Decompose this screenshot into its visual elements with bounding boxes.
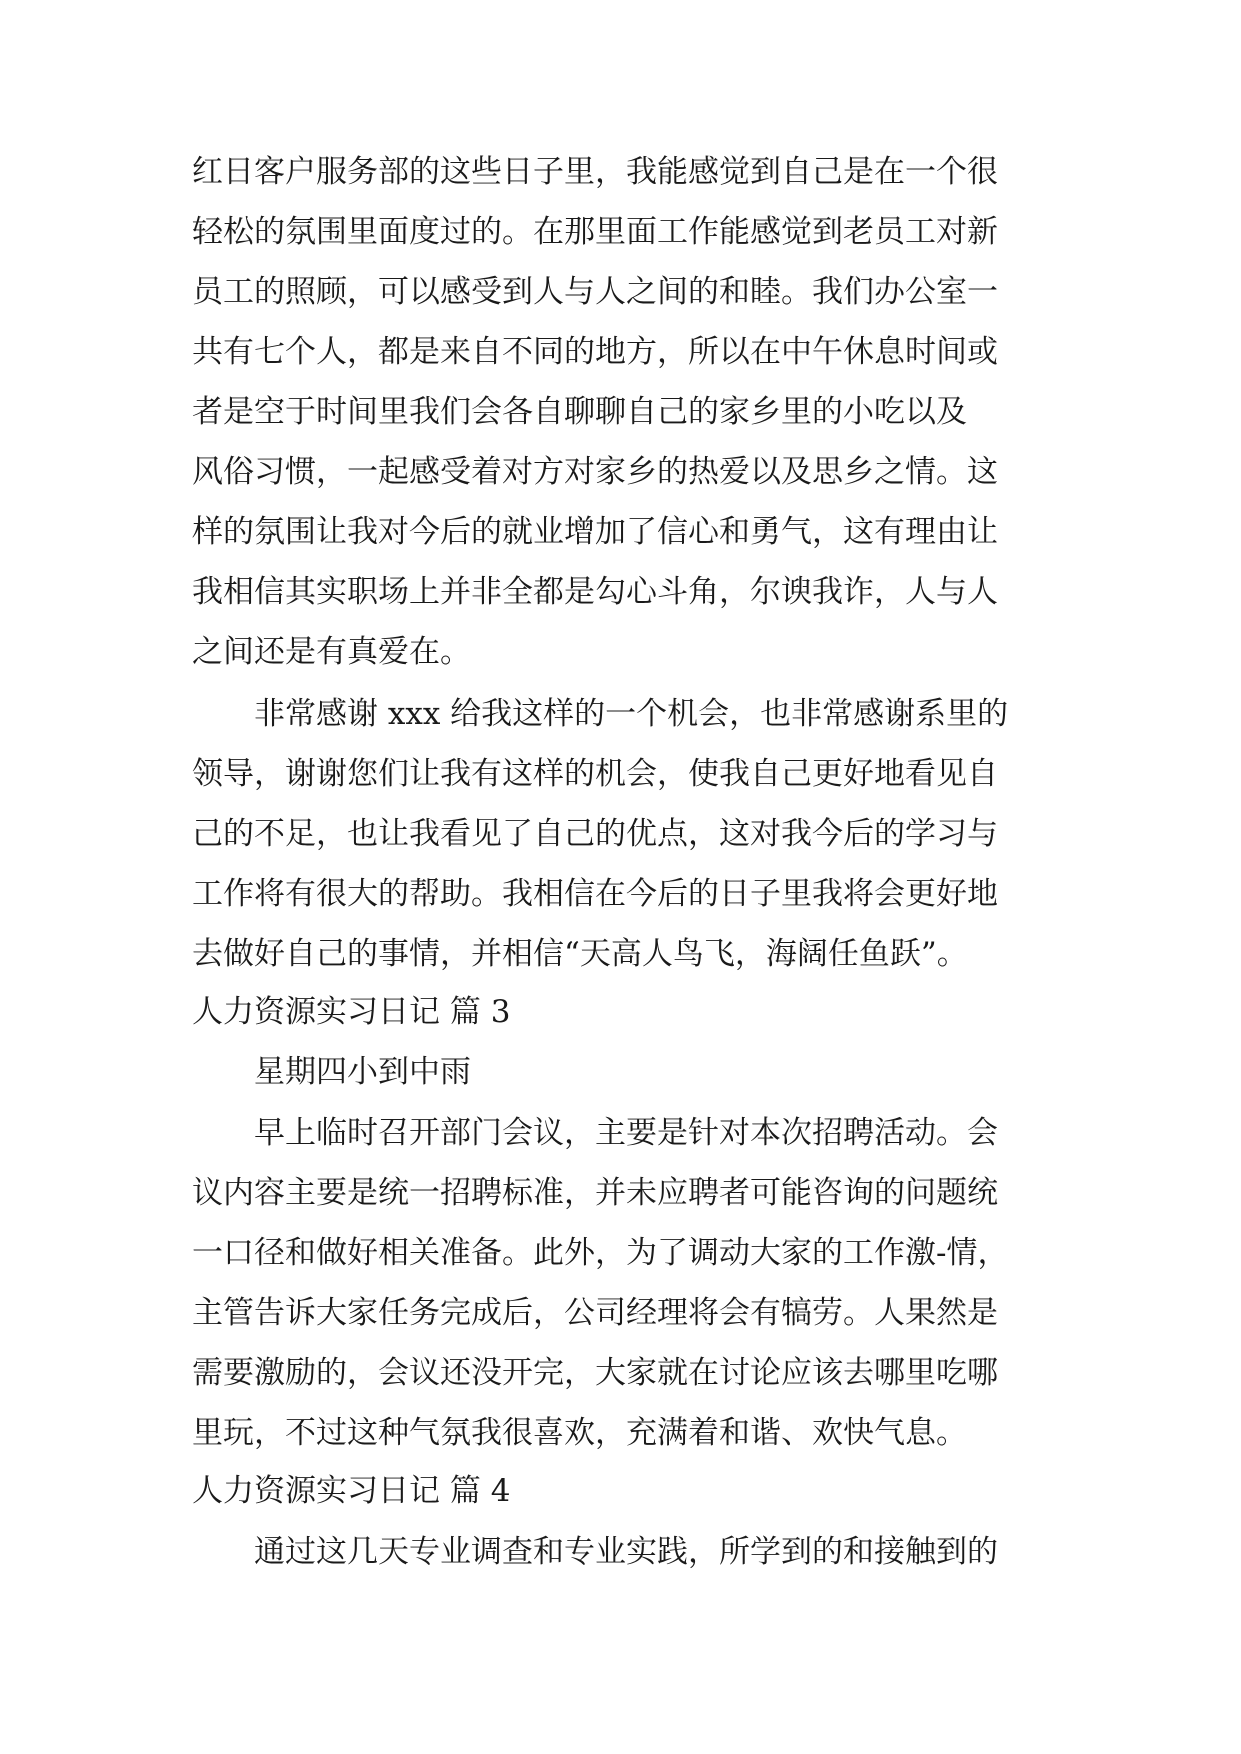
paragraph-line: 共有七个人，都是来自不同的地方，所以在中午休息时间或 [192,334,998,370]
paragraph-line: 去做好自己的事情，并相信“天高人鸟飞，海阔任鱼跃”。 [192,936,968,972]
paragraph-line: 风俗习惯，一起感受着对方对家乡的热爱以及思乡之情。这 [192,454,998,490]
paragraph-line: 议内容主要是统一招聘标准，并未应聘者可能咨询的问题统 [192,1175,998,1211]
paragraph-line: 领导，谢谢您们让我有这样的机会，使我自己更好地看见自 [192,756,998,792]
section-heading: 人力资源实习日记 篇 4 [192,1473,511,1509]
paragraph-line: 星期四小到中雨 [254,1054,471,1090]
paragraph-line: 通过这几天专业调查和专业实践，所学到的和接触到的 [254,1534,998,1570]
paragraph-line: 里玩，不过这种气氛我很喜欢，充满着和谐、欢快气息。 [192,1415,967,1451]
paragraph-line: 红日客户服务部的这些日子里，我能感觉到自己是在一个很 [192,154,998,190]
paragraph-line: 早上临时召开部门会议，主要是针对本次招聘活动。会 [254,1115,998,1151]
paragraph-line: 一口径和做好相关准备。此外，为了调动大家的工作激-情， [192,1235,1009,1271]
paragraph-line: 需要激励的，会议还没开完，大家就在讨论应该去哪里吃哪 [192,1355,998,1391]
paragraph-line: 非常感谢 xxx 给我这样的一个机会，也非常感谢系里的 [254,696,1009,732]
section-heading: 人力资源实习日记 篇 3 [192,994,511,1030]
paragraph-line: 员工的照顾，可以感受到人与人之间的和睦。我们办公室一 [192,274,998,310]
paragraph-line: 主管告诉大家任务完成后，公司经理将会有犒劳。人果然是 [192,1295,998,1331]
paragraph-line: 轻松的氛围里面度过的。在那里面工作能感觉到老员工对新 [192,214,998,250]
paragraph-line: 己的不足，也让我看见了自己的优点，这对我今后的学习与 [192,816,998,852]
paragraph-line: 样的氛围让我对今后的就业增加了信心和勇气，这有理由让 [192,514,998,550]
paragraph-line: 者是空于时间里我们会各自聊聊自己的家乡里的小吃以及 [192,394,967,430]
paragraph-line: 之间还是有真爱在。 [192,634,471,670]
paragraph-line: 工作将有很大的帮助。我相信在今后的日子里我将会更好地 [192,876,998,912]
paragraph-line: 我相信其实职场上并非全都是勾心斗角，尔谀我诈，人与人 [192,574,998,610]
